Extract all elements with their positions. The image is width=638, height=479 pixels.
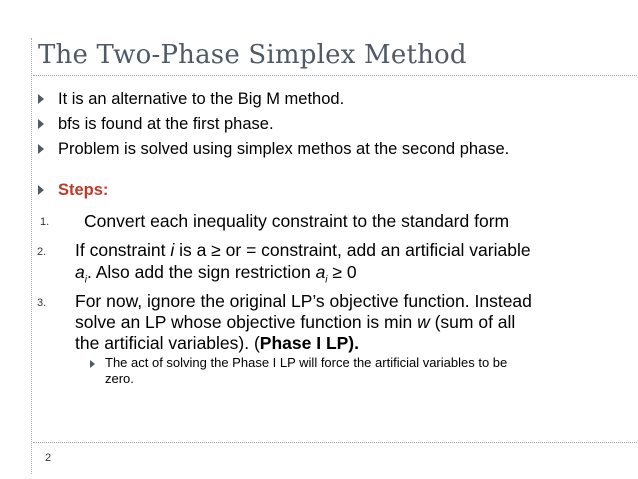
step-number: 3. [37, 297, 47, 309]
step-number: 1. [40, 216, 50, 228]
step-2-text: is a ≥ or = constraint, add an artificial variable [174, 240, 531, 260]
triangle-right-icon [38, 94, 44, 104]
triangle-right-icon [38, 144, 44, 154]
triangle-right-icon [90, 360, 95, 368]
step-2-text: ≥ 0 [327, 262, 357, 282]
left-margin-rule [31, 38, 32, 474]
step-2-text: . Also add the sign restriction [86, 262, 316, 282]
step-3-var-w: w [417, 312, 430, 332]
sub-bullet-line-2: zero. [105, 371, 134, 386]
step-3-text: the artificial variables). ( [75, 333, 260, 353]
step-3-line-3 [75, 333, 359, 354]
bullet-text: Problem is solved using simplex methos at the second phase. [58, 140, 510, 158]
step-3-text: (sum of all [429, 312, 516, 332]
step-2-subscript: i [84, 274, 87, 286]
step-number: 2. [37, 246, 47, 258]
step-2-text: If constraint [75, 240, 171, 260]
phase-1-label: Phase I LP). [259, 333, 359, 353]
step-2-line-2 [75, 262, 357, 291]
step-2-subscript: i [325, 274, 328, 286]
step-2-line-1 [75, 240, 531, 261]
slide-title: The Two-Phase Simplex Method [38, 40, 467, 70]
step-3-line-2 [75, 312, 515, 333]
steps-label: Steps: [58, 181, 109, 199]
bullet-text: It is an alternative to the Big M method. [58, 90, 345, 108]
step-2-var-i: i [170, 240, 175, 260]
triangle-right-icon [38, 185, 44, 195]
footer-divider [33, 442, 637, 443]
triangle-right-icon [38, 119, 44, 129]
step-1-text: Convert each inequality constraint to the standard form [84, 211, 510, 231]
page-number: 2 [45, 452, 52, 464]
step-3-line-1: For now, ignore the original LP’s objective function. Instead [75, 291, 532, 311]
bullet-text: bfs is found at the first phase. [58, 115, 274, 133]
sub-bullet-line-1: The act of solving the Phase I LP will force the artificial variables to be [105, 355, 508, 370]
step-2-var-a: a [315, 262, 326, 282]
step-3-text: solve an LP whose objective function is min [75, 312, 418, 332]
title-divider [33, 75, 637, 76]
step-2-var-a: a [75, 262, 85, 282]
